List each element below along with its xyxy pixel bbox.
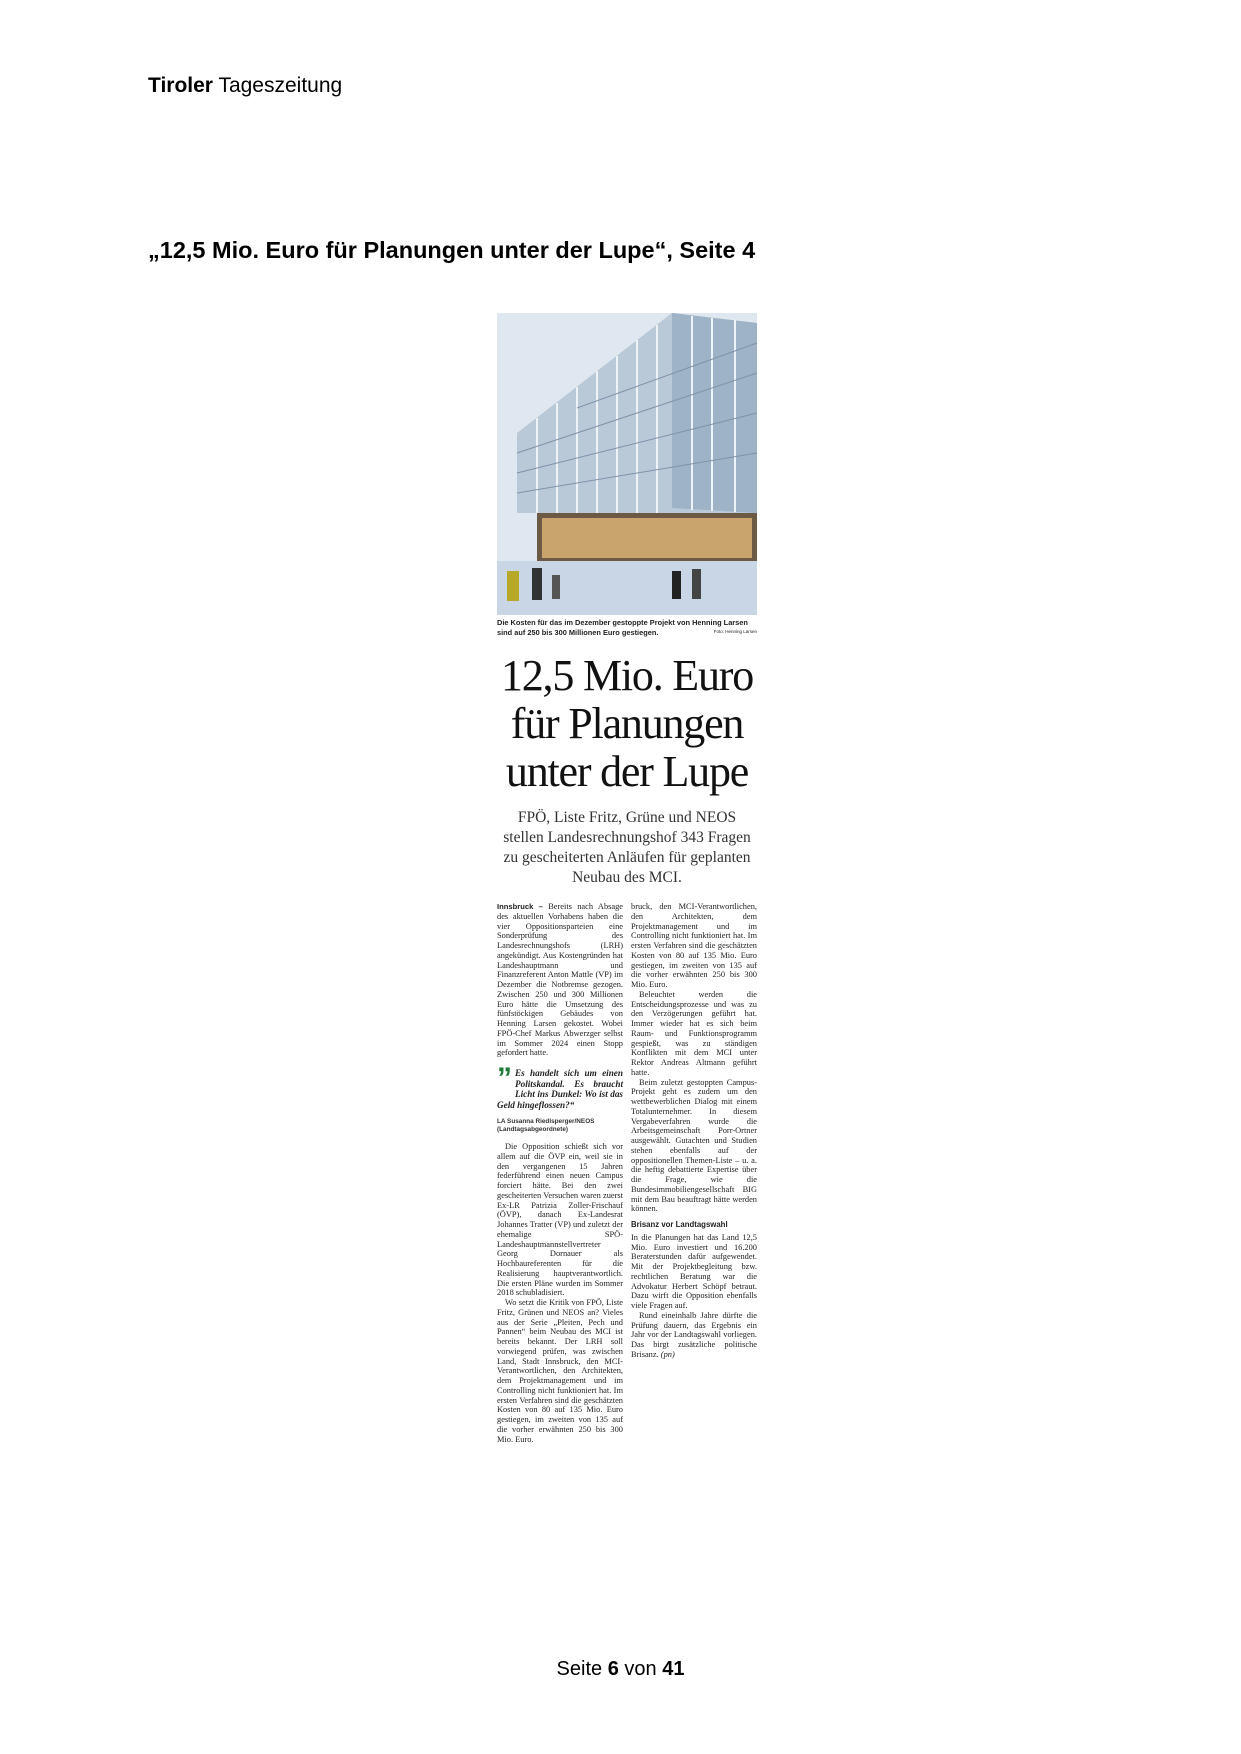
photo-credit: Foto: Henning Larsen xyxy=(713,628,757,634)
page-total: 41 xyxy=(662,1658,685,1680)
page-number: 6 xyxy=(607,1658,619,1680)
quote-author xyxy=(497,1118,623,1134)
footer-middle: von xyxy=(624,1658,657,1680)
publication-name xyxy=(148,74,342,98)
headline-line: 12,5 Mio. Euro xyxy=(500,651,754,700)
article-body xyxy=(497,902,757,1444)
quote-mark-icon: ” xyxy=(497,1062,512,1095)
column-1 xyxy=(497,902,624,1444)
paragraph xyxy=(497,902,623,1058)
article-subhead: FPÖ, Liste Fritz, Grüne und NEOS stellen Landesrechnungshof 343 Fragen zu gescheiterten Anläufen für geplanten Neubau des MCI. xyxy=(503,809,751,886)
headline-line: für Planungen xyxy=(510,699,744,748)
paragraph: Die Opposition schießt sich vor allem auf die ÖVP ein, weil sie in den vergangenen 15 Jahren federführend einen neuen Campus forciert hätte. Bei den zwei gescheiterten Versuchen waren zuerst Ex-LR Patrizia Zoller-Frischauf (ÖVP), danach Ex-Landesrat Johannes Tratter (VP) und zuletzt der ehemalige SPÖ-Landeshauptmannstellvertreter Georg Dornauer als Hochbaureferenten für die Realisierung hauptverantwortlich. Die ersten Pläne wurden im Sommer 2018 schubladisiert. xyxy=(497,1142,623,1298)
paragraph-continued: bruck, den MCI-Verantwortlichen, den Architekten, dem Projektmanagement und im Controlling nicht funktioniert hat. Im ersten Verfahren sind die geschätzten Kosten von 80 auf 135 Mio. Euro gestiegen, im zweiten von 135 auf die vorher erwähnten 250 bis 300 Mio. Euro. xyxy=(631,902,757,989)
document-title: „12,5 Mio. Euro für Planungen unter der Lupe“, Seite 4 xyxy=(148,237,756,263)
quote-author-role: (Landtagsabgeordnete) xyxy=(497,1126,569,1133)
column-2 xyxy=(631,902,757,1376)
newspaper-clipping xyxy=(497,313,757,1444)
paragraph-text: Bereits nach Absage des aktuellen Vorhabens haben die vier Oppositionsparteien eine Sonderprüfung des Landesrechnungshofs (LRH) angekündigt. Aus Kostengründen hat Landeshauptmann und Finanzreferent Anton Mattle (VP) im Dezember die Notbremse gezogen. Zwischen 250 und 300 Millionen Euro hätte die Umsetzung des fünfstöckigen Gebäudes von Henning Larsen gekostet. Wobei FPÖ-Chef Markus Abwerzger selbst im Sommer 2024 einen Stopp gefordert hatte. xyxy=(497,902,624,1058)
dateline: Innsbruck – xyxy=(497,902,543,911)
paragraph xyxy=(631,1311,757,1360)
publication-bold: Tiroler xyxy=(148,74,213,97)
paragraph: Beim zuletzt gestoppten Campus-Projekt geht es zudem um den wettbewerblichen Dialog mit einem Totalunternehmer. In diesem Vergabeverfahren wurde die Arbeitsgemeinschaft Porr-Ortner ausgewählt. Gutachten und Studien stehen ebenfalls auf der oppositionellen Themen-Liste – u. a. die heftig debattierte Expertise über die Frage, wie die Bundesimmobiliengesellschaft BIG mit dem Bau beauftragt hätte werden können. xyxy=(631,1077,757,1214)
building-photo xyxy=(497,313,757,615)
publication-rest: Tageszeitung xyxy=(218,74,343,97)
quote-text: Es handelt sich um einen Politskandal. Es braucht Licht ins Dunkel: Wo ist das Geld hingeflossen?“ xyxy=(497,1068,623,1110)
paragraph: In die Planungen hat das Land 12,5 Mio. Euro investiert und 16.200 Beraterstunden dafür aufgewendet. Mit der Projektbegleitung bzw. rechtlichen Beratung war die Advokatur Herbert Schöpf betraut. Dazu wirft die Opposition ebenfalls viele Fragen auf. xyxy=(631,1232,757,1310)
headline-line: unter der Lupe xyxy=(505,747,749,796)
paragraph: Wo setzt die Kritik von FPÖ, Liste Fritz, Grünen und NEOS an? Vieles aus der Serie „Pleiten, Pech und Pannen“ beim Neubau des MCI ist bereits bekannt. Der LRH soll vorwiegend prüfen, was zwischen Land, Stadt Innsbruck, den MCI-Verantwortlichen, den Architekten, dem Projektmanagement und im Controlling nicht funktioniert hat. Im ersten Verfahren sind die geschätzten Kosten von 80 auf 135 Mio. Euro gestiegen, im zweiten von 135 auf die vorher erwähnten 250 bis 300 Mio. Euro. xyxy=(497,1298,623,1444)
caption-text: Die Kosten für das im Dezember gestoppte Projekt von Henning Larsen sind auf 250 bis 300 Millionen Euro gestiegen. xyxy=(497,618,748,637)
footer-prefix: Seite xyxy=(556,1658,603,1680)
photo-caption xyxy=(497,618,757,637)
pull-quote xyxy=(497,1062,623,1134)
building-illustration xyxy=(497,313,757,615)
paragraph-text: Rund eineinhalb Jahre dürfte die Prüfung dauern, das Ergebnis ein Jahr vor der Landtagswahl vorliegen. Das birgt zusätzliche politische Brisanz. xyxy=(631,1310,757,1359)
quote-author-name: LA Susanna Riedlsperger/NEOS xyxy=(497,1118,595,1125)
article-headline xyxy=(497,652,757,796)
paragraph: Beleuchtet werden die Entscheidungsprozesse und was zu den Verzögerungen geführt hat. Immer wieder hat es sich beim Raum- und Funktionsprogramm gespießt, was zu ständigen Konflikten mit dem MCI unter Rektor Andreas Altmann geführt hatte. xyxy=(631,989,757,1077)
author-tag: (pn) xyxy=(660,1349,675,1359)
page-footer xyxy=(0,1658,1241,1681)
section-subheading: Brisanz vor Landtagswahl xyxy=(631,1220,728,1229)
